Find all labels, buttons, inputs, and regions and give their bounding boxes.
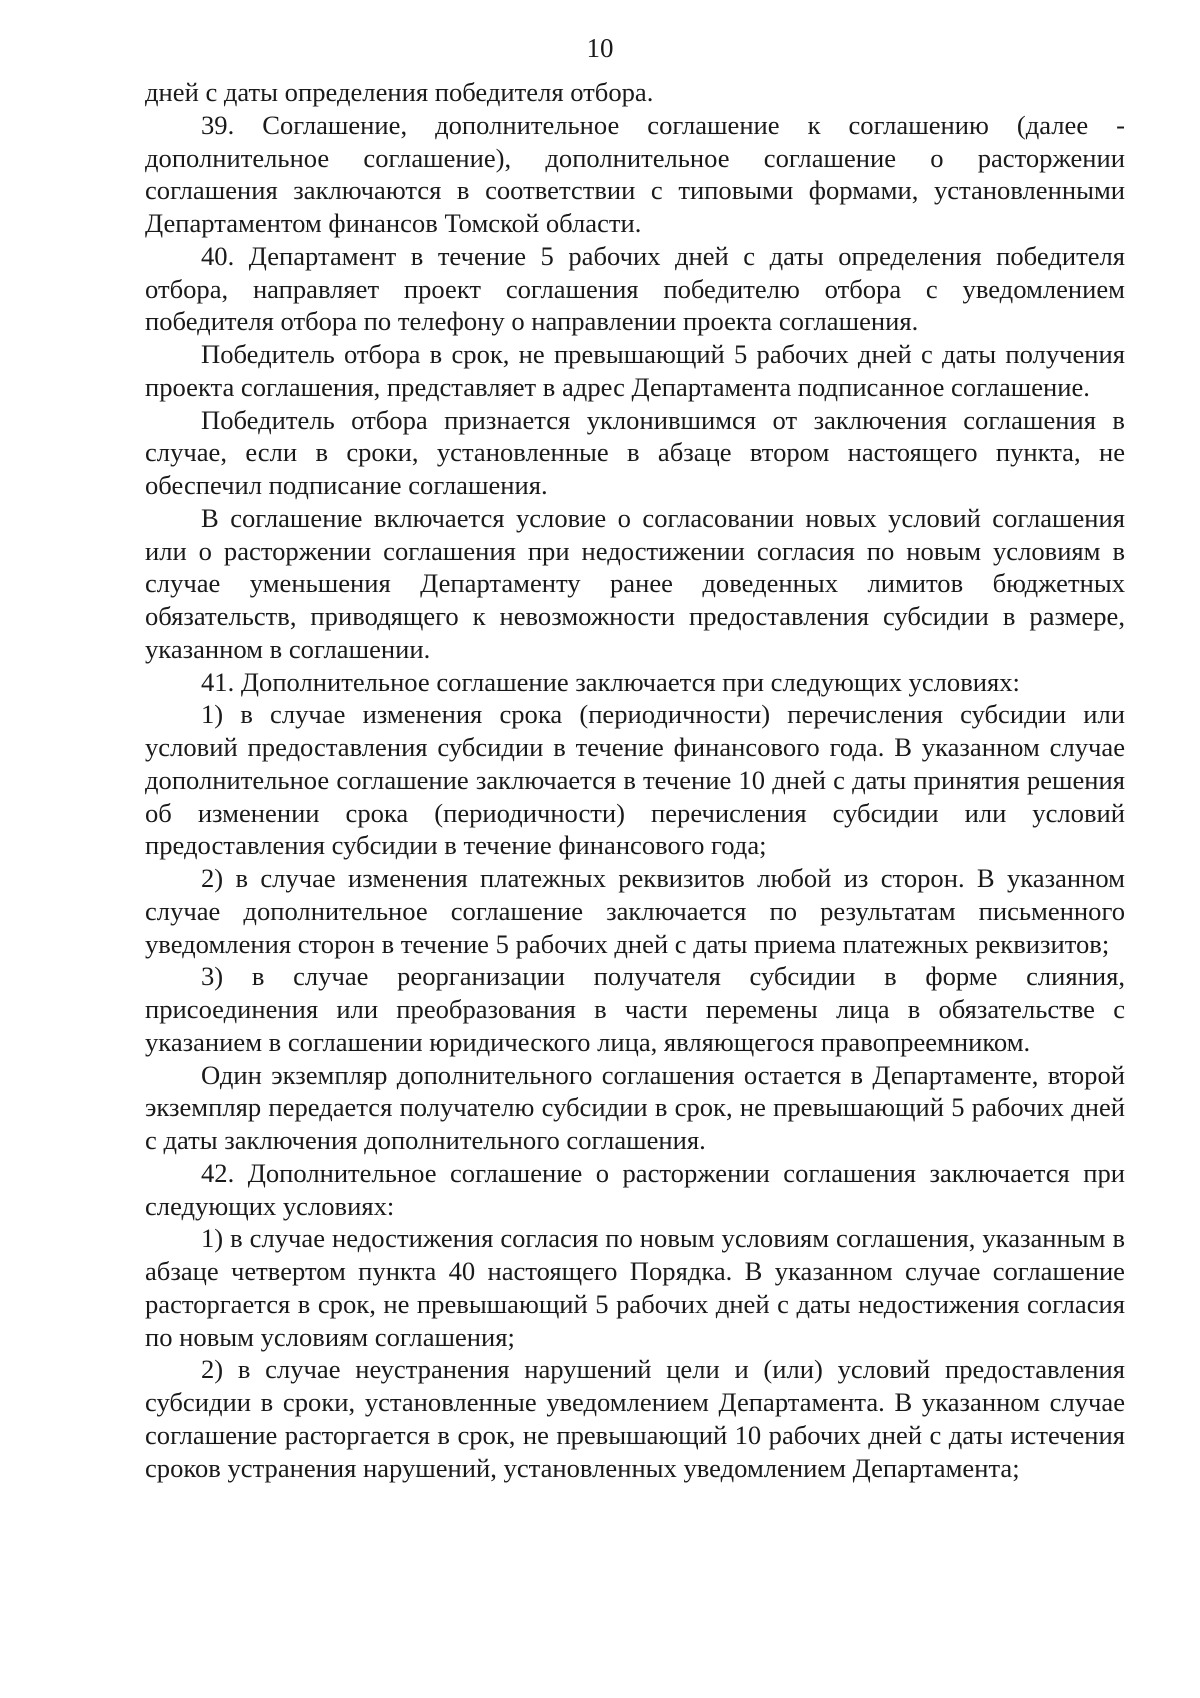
paragraph-item-39: 39. Соглашение, дополнительное соглашение к соглашению (далее - дополнительное соглашение), дополнительное соглашение о расторжении соглашения заключаются в соответствии с типовыми формами, установленными Департаментом финансов Томской области. bbox=[145, 109, 1125, 238]
paragraph-copies: Один экземпляр дополнительного соглашения остается в Департаменте, второй экземпляр передается получателю субсидии в срок, не превышающий 5 рабочих дней с даты заключения дополнительного соглашения. bbox=[145, 1059, 1125, 1155]
paragraph-item-41-sub-2: 2) в случае изменения платежных реквизитов любой из сторон. В указанном случае дополнительное соглашение заключается по результатам письменного уведомления сторон в течение 5 рабочих дней с даты приема платежных реквизитов; bbox=[145, 863, 1125, 959]
paragraph-winner-evasion: Победитель отбора признается уклонившимся от заключения соглашения в случае, если в сроки, установленные в абзаце втором настоящего пункта, не обеспечил подписание соглашения. bbox=[145, 404, 1125, 500]
paragraph-item-41-sub-1: 1) в случае изменения срока (периодичности) перечисления субсидии или условий предоставления субсидии в течение финансового года. В указанном случае дополнительное соглашение заключается в течение 10 дней с даты принятия решения об изменении срока (периодичности) перечисления субсидии или условий предоставления субсидии в течение финансового года; bbox=[145, 699, 1125, 861]
paragraph-item-42-sub-2: 2) в случае неустранения нарушений цели и (или) условий предоставления субсидии в сроки, установленные уведомлением Департамента. В указанном случае соглашение расторгается в срок, не превышающий 10 рабочих дней с даты истечения сроков устранения нарушений, установленных уведомлением Департамента; bbox=[145, 1354, 1125, 1483]
paragraph-item-42: 42. Дополнительное соглашение о расторжении соглашения заключается при следующих условиях: bbox=[145, 1157, 1125, 1221]
paragraph-winner-deadline: Победитель отбора в срок, не превышающий 5 рабочих дней с даты получения проекта соглашения, представляет в адрес Департамента подписанное соглашение. bbox=[145, 339, 1125, 402]
paragraph-continuation: дней с даты определения победителя отбора. bbox=[145, 77, 654, 107]
paragraph-item-40: 40. Департамент в течение 5 рабочих дней с даты определения победителя отбора, направляет проект соглашения победителю отбора с уведомлением победителя отбора по телефону о направлении проекта соглашения. bbox=[145, 240, 1125, 337]
paragraph-item-41-sub-3: 3) в случае реорганизации получателя субсидии в форме слияния, присоединения или преобразования в части перемены лица в обязательстве с указанием в соглашении юридического лица, являющегося правопреемником. bbox=[145, 961, 1125, 1057]
paragraph-new-conditions: В соглашение включается условие о согласовании новых условий соглашения или о расторжении соглашения при недостижении согласия по новым условиям в случае уменьшения Департаменту ранее доведенных лимитов бюджетных обязательств, приводящего к невозможности предоставления субсидии в размере, указанном в соглашении. bbox=[145, 502, 1125, 664]
page-number: 10 bbox=[586, 33, 614, 63]
document-body bbox=[145, 76, 1125, 1484]
paragraph-item-41: 41. Дополнительное соглашение заключается при следующих условиях: bbox=[201, 666, 1020, 697]
paragraph-item-42-sub-1: 1) в случае недостижения согласия по новым условиям соглашения, указанным в абзаце четвертом пункта 40 настоящего Порядка. В указанном случае соглашение расторгается в срок, не превышающий 5 рабочих дней с даты недостижения согласия по новым условиям соглашения; bbox=[145, 1223, 1125, 1352]
